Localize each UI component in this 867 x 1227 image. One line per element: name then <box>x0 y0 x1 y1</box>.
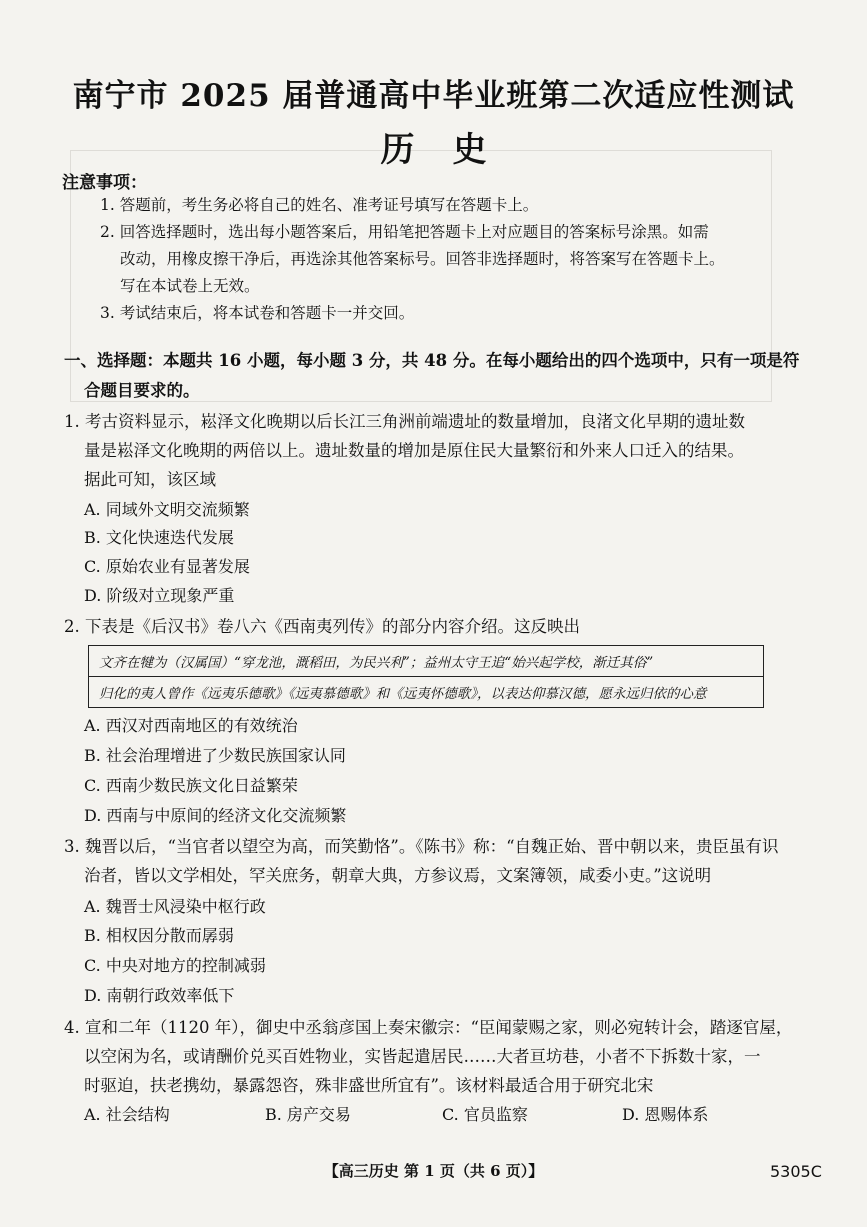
q1-option-b: B. 文化快速迭代发展 <box>84 528 234 547</box>
q1-option-a: A. 同域外文明交流频繁 <box>84 500 250 519</box>
q4-stem: 以空闲为名，或请酬价兑买百姓物业，实皆起遣居民……大者亘坊巷，小者不下拆数十家，一 <box>84 1047 761 1066</box>
q1-stem: 据此可知，该区域 <box>84 470 216 489</box>
q2-option-b: B. 社会治理增进了少数民族国家认同 <box>84 746 346 765</box>
subject-title: 历史 <box>380 130 525 170</box>
q2-table-row: 文齐在犍为（汉属国）“穿龙池，溉稻田，为民兴利”；益州太守王追“始兴起学校，渐迁其俗” <box>89 646 764 677</box>
q4-stem: 时驱迫，扶老携幼，暴露怨咨，殊非盛世所宜有”。该材料最适合用于研究北宋 <box>84 1076 654 1095</box>
q3-stem: 治者，皆以文学相处，罕关庶务，朝章大典，方参议焉，文案簿领，咸委小吏。”这说明 <box>84 866 712 885</box>
q4-option-d: D. 恩赐体系 <box>622 1105 709 1124</box>
notice-item: 写在本试卷上无效。 <box>120 277 260 295</box>
q1-option-c: C. 原始农业有显著发展 <box>84 557 250 576</box>
page-footer: 【高三历史 第 1 页（共 6 页）】 <box>323 1162 544 1180</box>
q2-option-d: D. 西南与中原间的经济文化交流频繁 <box>84 806 347 825</box>
q4-option-c: C. 官员监察 <box>442 1105 528 1124</box>
q1-option-d: D. 阶级对立现象严重 <box>84 586 235 605</box>
q3-stem: 3. 魏晋以后，“当官者以望空为高，而笑勤恪”。《陈书》称：“自魏正始、晋中朝以来，贵臣虽有识 <box>64 837 779 856</box>
q1-stem: 量是崧泽文化晚期的两倍以上。遗址数量的增加是原住民大量繁衍和外来人口迁入的结果。 <box>84 441 744 460</box>
q2-option-c: C. 西南少数民族文化日益繁荣 <box>84 776 298 795</box>
notice-item: 1. 答题前，考生务必将自己的姓名、准考证号填写在答题卡上。 <box>100 196 539 214</box>
notice-item: 2. 回答选择题时，选出每小题答案后，用铅笔把答题卡上对应题目的答案标号涂黑。如需 <box>100 223 709 241</box>
q2-stem: 2. 下表是《后汉书》卷八六《西南夷列传》的部分内容介绍。这反映出 <box>64 617 580 636</box>
q3-option-a: A. 魏晋士风浸染中枢行政 <box>84 897 266 916</box>
exam-title: 南宁市 2025 届普通高中毕业班第二次适应性测试 <box>72 78 795 114</box>
q2-table-row: 归化的夷人曾作《远夷乐德歌》《远夷慕德歌》和《远夷怀德歌》，以表达仰慕汉德，愿永远归依的心意 <box>89 677 764 708</box>
notice-item: 3. 考试结束后，将本试卷和答题卡一并交回。 <box>100 304 415 322</box>
q2-option-a: A. 西汉对西南地区的有效统治 <box>84 716 298 735</box>
notice-item: 改动，用橡皮擦干净后，再选涂其他答案标号。回答非选择题时，将答案写在答题卡上。 <box>120 250 725 268</box>
q4-stem: 4. 宣和二年（1120 年），御史中丞翁彦国上奏宋徽宗：“臣闻蒙赐之家，则必宛转计会，踏逐官屋， <box>64 1018 793 1037</box>
notice-heading: 注意事项： <box>62 173 147 193</box>
q1-stem: 1. 考古资料显示，崧泽文化晚期以后长江三角洲前端遗址的数量增加，良渚文化早期的遗址数 <box>64 412 745 431</box>
q4-option-a: A. 社会结构 <box>84 1105 170 1124</box>
q3-option-d: D. 南朝行政效率低下 <box>84 986 235 1005</box>
q3-option-c: C. 中央对地方的控制减弱 <box>84 956 266 975</box>
q4-option-b: B. 房产交易 <box>265 1105 351 1124</box>
q2-table <box>88 645 764 708</box>
paper-code: 5305C <box>770 1162 822 1181</box>
q3-option-b: B. 相权因分散而孱弱 <box>84 926 234 945</box>
section-heading: 一、选择题：本题共 16 小题，每小题 3 分，共 48 分。在每小题给出的四个选项中，只有一项是符 <box>64 351 800 370</box>
section-heading-cont: 合题目要求的。 <box>84 381 200 400</box>
